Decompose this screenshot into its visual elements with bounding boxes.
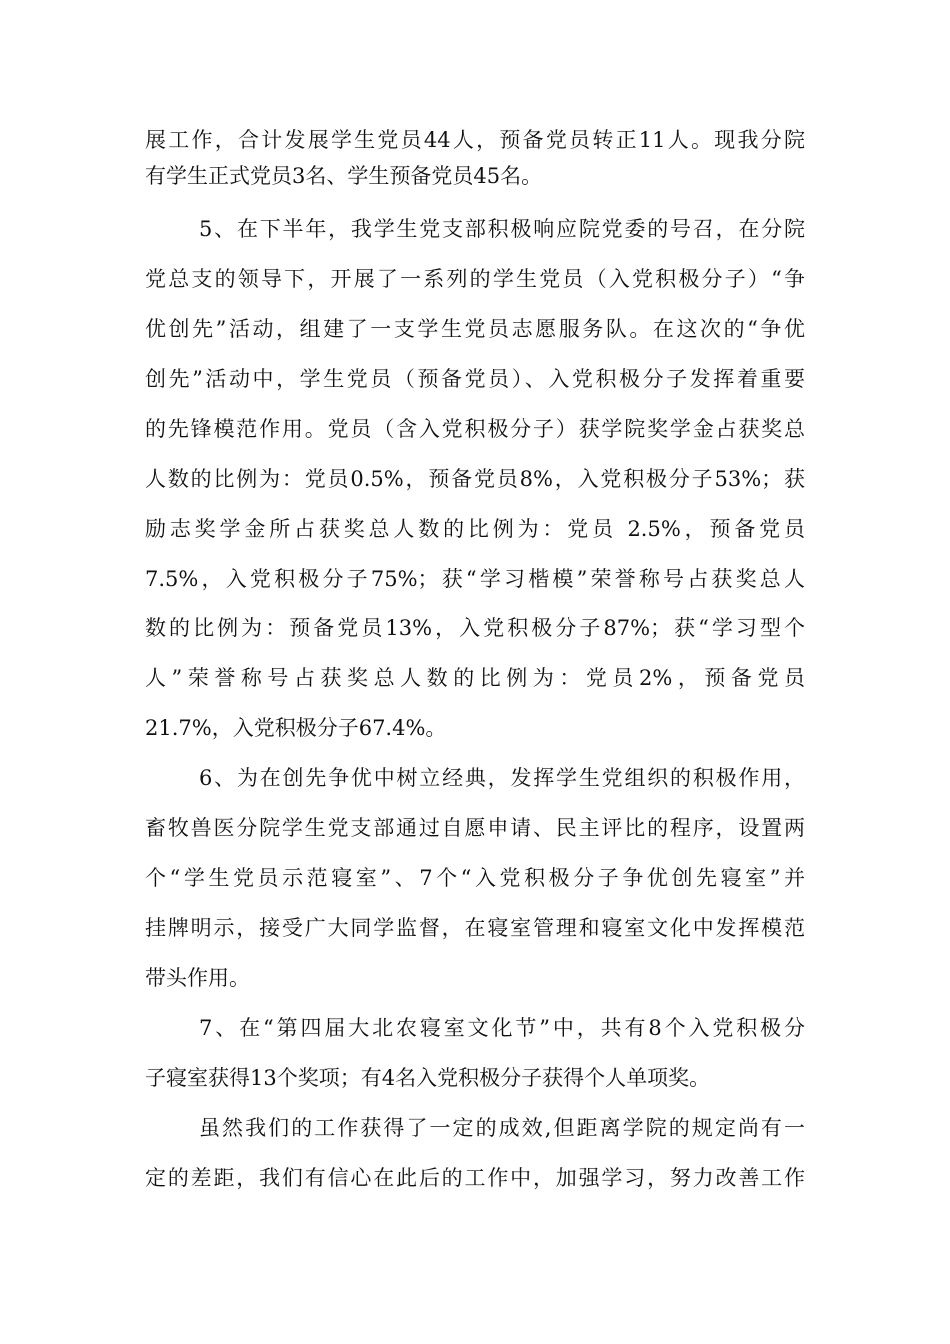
text-line-9: 励志奖学金所占获奖总人数的比例为：党员 2.5%，预备党员 [145, 517, 805, 541]
text-line-22: 定的差距，我们有信心在此后的工作中，加强学习，努力改善工作 [145, 1166, 805, 1190]
text-line-3: 5、在下半年，我学生党支部积极响应院党委的号召，在分院 [199, 217, 805, 241]
text-line-1: 展工作，合计发展学生党员44人，预备党员转正11人。现我分院 [145, 128, 805, 152]
text-line-19: 7、在“第四届大北农寝室文化节”中，共有8个入党积极分 [199, 1016, 805, 1040]
text-line-18: 带头作用。 [145, 966, 250, 990]
text-line-11: 数的比例为：预备党员13%，入党积极分子87%；获“学习型个 [145, 616, 805, 640]
text-line-10: 7.5%，入党积极分子75%；获“学习楷模”荣誉称号占获奖总人 [145, 567, 805, 591]
text-line-21: 虽然我们的工作获得了一定的成效,但距离学院的规定尚有一 [199, 1116, 805, 1140]
text-line-13: 21.7%，入党积极分子67.4%。 [145, 716, 447, 740]
text-line-14: 6、为在创先争优中树立经典，发挥学生党组织的积极作用， [199, 766, 805, 790]
text-line-7: 的先锋模范作用。党员（含入党积极分子）获学院奖学金占获奖总 [145, 417, 805, 441]
text-line-2: 有学生正式党员3名、学生预备党员45名。 [145, 164, 543, 188]
text-line-17: 挂牌明示，接受广大同学监督，在寝室管理和寝室文化中发挥模范 [145, 916, 805, 940]
text-line-16: 个“学生党员示范寝室”、7个“入党积极分子争优创先寝室”并 [145, 866, 805, 890]
text-line-4: 党总支的领导下，开展了一系列的学生党员（入党积极分子）“争 [145, 267, 805, 291]
text-line-5: 优创先”活动，组建了一支学生党员志愿服务队。在这次的“争优 [145, 317, 805, 341]
text-line-6: 创先”活动中，学生党员（预备党员）、入党积极分子发挥着重要 [145, 367, 805, 391]
text-line-15: 畜牧兽医分院学生党支部通过自愿申请、民主评比的程序，设置两 [145, 816, 805, 840]
text-line-20: 子寝室获得13个奖项；有4名入党积极分子获得个人单项奖。 [145, 1066, 711, 1090]
text-line-8: 人数的比例为：党员0.5%，预备党员8%，入党积极分子53%；获 [145, 467, 805, 491]
text-line-12: 人”荣誉称号占获奖总人数的比例为：党员2%，预备党员 [145, 666, 805, 690]
